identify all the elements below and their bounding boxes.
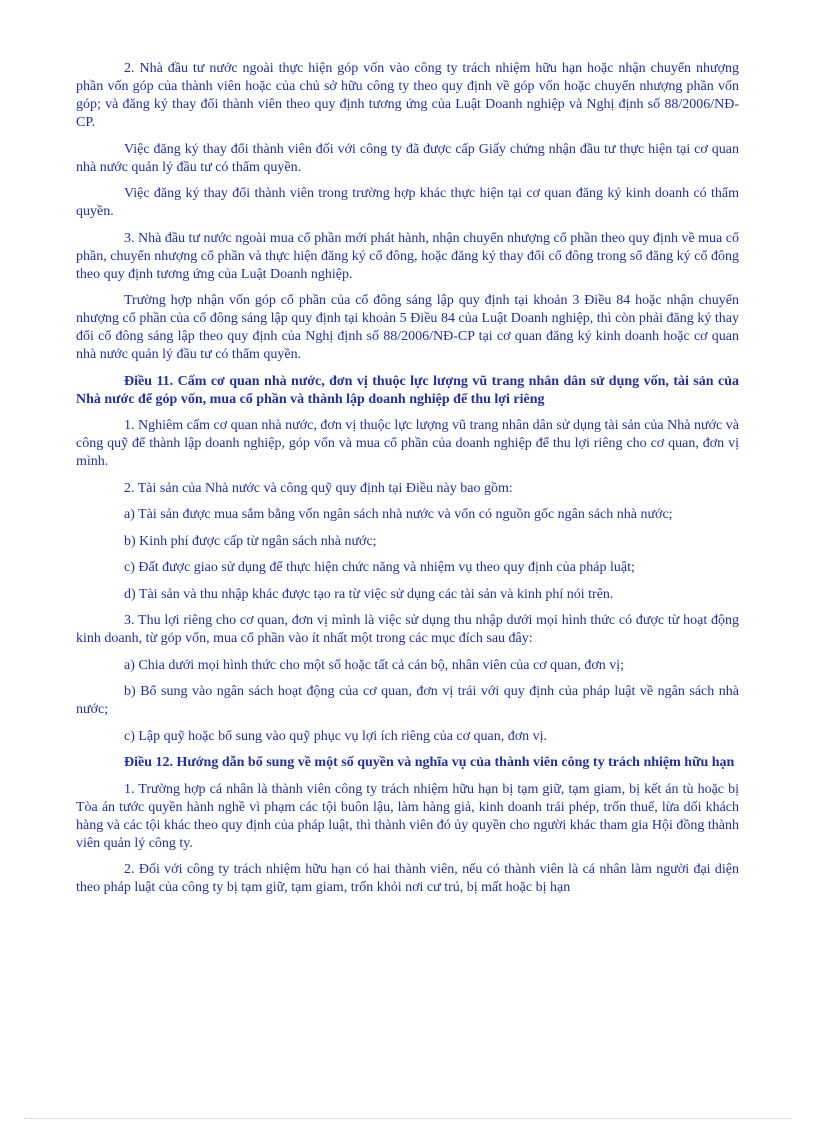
article-11-clause-3-c: c) Lập quỹ hoặc bổ sung vào quỹ phục vụ lợi ích riêng của cơ quan, đơn vị.	[124, 728, 548, 744]
article-11-clause-2-d: d) Tài sản và thu nhập khác được tạo ra từ việc sử dụng các tài sản và kinh phí nói trên.	[124, 586, 614, 602]
article-12-clause-2: 2. Đối với công ty trách nhiệm hữu hạn có hai thành viên, nếu có thành viên là cá nhân làm người đại diện theo pháp luật của công ty bị tạm giữ, tạm giam, trốn khỏi nơi cư trú, bị mất hoặc bị hạn	[76, 862, 739, 895]
paragraph-foreign-investor-shares: 3. Nhà đầu tư nước ngoài mua cổ phần mới phát hành, nhận chuyển nhượng cổ phần theo quy định về mua cổ phần, chuyển nhượng cổ phần và thực hiện đăng ký cổ đông, hoặc đăng ký thay đổi cổ đông trong sổ đăng ký cổ đông theo quy định tương ứng của Luật Doanh nghiệp.	[76, 230, 739, 282]
article-11-clause-2-b: b) Kinh phí được cấp từ ngân sách nhà nước;	[124, 533, 377, 549]
paragraph-registration-investment-certificate: Việc đăng ký thay đổi thành viên đối với công ty đã được cấp Giấy chứng nhận đầu tư thực hiện tại cơ quan nhà nước quản lý đầu tư có thẩm quyền.	[76, 141, 739, 175]
article-12-heading: Điều 12. Hướng dẫn bổ sung về một số quyền và nghĩa vụ của thành viên công ty trách nhiệm hữu hạn	[124, 755, 735, 770]
article-11-clause-2-a: a) Tài sản được mua sắm bằng vốn ngân sách nhà nước và vốn có nguồn gốc ngân sách nhà nước;	[124, 507, 673, 522]
paragraph-founding-shareholders: Trường hợp nhận vốn góp cổ phần của cổ đông sáng lập quy định tại khoản 3 Điều 84 hoặc nhận chuyển nhượng cổ phần của cổ đông sáng lập quy định tại khoản 5 Điều 84 của Luật Doanh nghiệp, thì còn phải đăng ký thay đổi cổ đông sáng lập theo quy định của Nghị định số 88/2006/NĐ-CP tại cơ quan đăng ký kinh doanh hoặc cơ quan nhà nước quản lý đầu tư có thẩm quyền.	[76, 293, 739, 362]
article-11-clause-3: 3. Thu lợi riêng cho cơ quan, đơn vị mình là việc sử dụng thu nhập dưới mọi hình thức có được từ hoạt động kinh doanh, từ góp vốn, mua cổ phần vào ít nhất một trong các mục đích sau đây:	[76, 613, 739, 646]
article-12-clause-1: 1. Trường hợp cá nhân là thành viên công ty trách nhiệm hữu hạn bị tạm giữ, tạm giam, bị kết án tù hoặc bị Tòa án tước quyền hành nghề vì phạm các tội buôn lậu, làm hàng giả, kinh doanh trái phép, trốn thuế, lừa dối khách hàng và các tội khác theo quy định của pháp luật, thì thành viên đó ủy quyền cho người khác tham gia Hội đồng thành viên quản lý công ty.	[76, 781, 739, 851]
article-11-heading: Điều 11. Cấm cơ quan nhà nước, đơn vị thuộc lực lượng vũ trang nhân dân sử dụng vốn, tài sản của Nhà nước để góp vốn, mua cổ phần và thành lập doanh nghiệp để thu lợi riêng	[76, 373, 739, 407]
article-11-clause-1: 1. Nghiêm cấm cơ quan nhà nước, đơn vị thuộc lực lượng vũ trang nhân dân sử dụng tài sản của Nhà nước và công quỹ để thành lập doanh nghiệp, góp vốn và mua cổ phần của doanh nghiệp để thu lợi riêng cho cơ quan, đơn vị mình.	[76, 418, 739, 469]
page-bottom-divider	[24, 1118, 792, 1119]
article-11-clause-3-b: b) Bổ sung vào ngân sách hoạt động của cơ quan, đơn vị trái với quy định của pháp luật về ngân sách nhà nước;	[76, 684, 739, 717]
article-11-clause-2-c: c) Đất được giao sử dụng để thực hiện chức năng và nhiệm vụ theo quy định của pháp luật;	[124, 560, 635, 575]
paragraph-foreign-investor-capital-contribution: 2. Nhà đầu tư nước ngoài thực hiện góp vốn vào công ty trách nhiệm hữu hạn hoặc nhận chuyển nhượng phần vốn góp của thành viên hoặc của chủ sở hữu công ty theo quy định về góp vốn hoặc chuyển nhượng phần vốn góp; và đăng ký thay đổi thành viên theo quy định tương ứng của Luật Doanh nghiệp và Nghị định số 88/2006/NĐ-CP.	[76, 61, 739, 130]
article-11-clause-2: 2. Tài sản của Nhà nước và công quỹ quy định tại Điều này bao gồm:	[124, 480, 513, 496]
paragraph-registration-other-cases: Việc đăng ký thay đổi thành viên trong trường hợp khác thực hiện tại cơ quan đăng ký kinh doanh có thẩm quyền.	[76, 186, 739, 219]
article-11-clause-3-a: a) Chia dưới mọi hình thức cho một số hoặc tất cả cán bộ, nhân viên của cơ quan, đơn vị;	[124, 657, 625, 673]
document-page	[76, 60, 739, 906]
